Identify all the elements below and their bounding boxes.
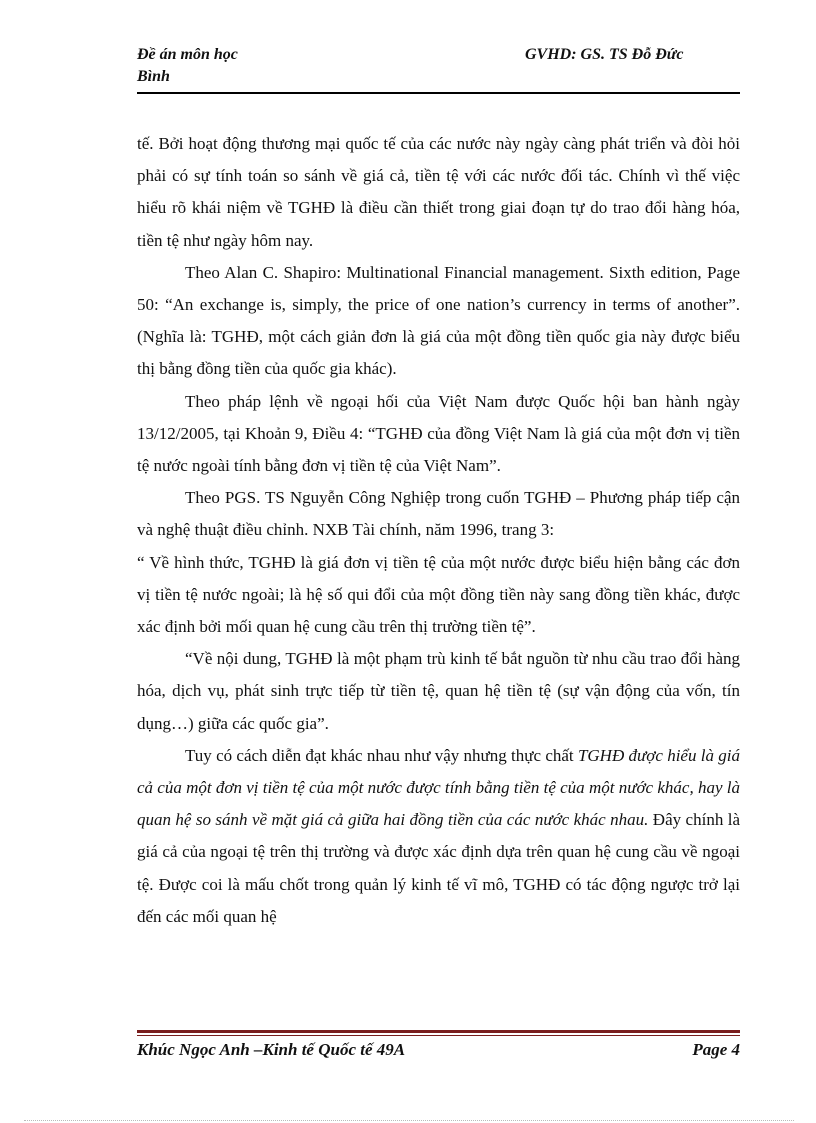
paragraph-1: tế. Bởi hoạt động thương mại quốc tế của các nước này ngày càng phát triển và đòi hỏi phải có sự tính toán so sánh về giá cả, tiền tệ với các nước đối tác. Chính vì thế việc hiểu rõ khái niệm về TGHĐ là điều cần thiết trong giai đoạn tự do trao đổi hàng hóa, tiền tệ như ngày hôm nay. [137,134,740,250]
paragraph-7-definition: TGHĐ được hiểu là giá cả của một đơn vị tiền tệ của một nước được tính bằng tiền tệ của một nước khác, hay là quan hệ so sánh về mặt giá cả giữa hai đồng tiền của các nước khác nhau. [137,745,740,830]
paragraph-5-quote: “ Về hình thức, TGHĐ là giá đơn vị tiền tệ của một nước được biểu hiện bằng các đơn vị tiền tệ nước ngoài; là hệ số qui đổi của một đồng tiền này sang đồng tiền khác, được xác định bởi mối quan hệ cung cầu trên thị trường tiền tệ”. [137,552,740,637]
header-supervisor: GVHD: GS. TS Đỗ Đức [525,46,684,63]
footer-rule-thin [137,1035,740,1036]
paragraph-7 [137,740,740,933]
paragraph-2: Theo Alan C. Shapiro: Multinational Financial management. Sixth edition, Page 50: “An exchange is, simply, the price of one nation’s currency in terms of another”. (Nghĩa là: TGHĐ, một cách giản đơn là giá của một đồng tiền quốc gia này được biểu thị bằng đồng tiền của quốc gia khác). [137,262,740,379]
document-body [137,128,740,933]
paragraph-4: Theo PGS. TS Nguyễn Công Nghiệp trong cuốn TGHĐ – Phương pháp tiếp cận và nghệ thuật điều chỉnh. NXB Tài chính, năm 1996, trang 3: [137,488,740,540]
header-supervisor-surname: Bình [137,68,170,85]
paragraph-7-start: Tuy có cách diễn đạt khác nhau như vậy nhưng thực chất [185,745,578,765]
page-edge-divider [24,1120,794,1121]
page-header [137,44,740,94]
header-course: Đề án môn học [137,46,238,63]
footer-author: Khúc Ngọc Anh –Kinh tế Quốc tế 49A [137,1040,406,1059]
paragraph-7-end: Đây chính là giá cả của ngoại tệ trên thị trường và được xác định dựa trên quan hệ cung cầu về ngoại tệ. Được coi là mấu chốt trong quản lý kinh tế vĩ mô, TGHĐ có tác động ngược trở lại đến các mối quan hệ [137,810,741,926]
page-number: Page 4 [692,1040,740,1059]
footer-rule-thick [137,1030,740,1033]
paragraph-3: Theo pháp lệnh về ngoại hối của Việt Nam được Quốc hội ban hành ngày 13/12/2005, tại Khoản 9, Điều 4: “TGHĐ của đồng Việt Nam là giá của một đơn vị tiền tệ nước ngoài tính bằng đơn vị tiền tệ của Việt Nam”. [137,391,740,476]
paragraph-6-quote: “Về nội dung, TGHĐ là một phạm trù kinh tế bắt nguồn từ nhu cầu trao đổi hàng hóa, dịch vụ, phát sinh trực tiếp từ tiền tệ, quan hệ tiền tệ (sự vận động của vốn, tín dụng…) giữa các quốc gia”. [137,649,740,733]
